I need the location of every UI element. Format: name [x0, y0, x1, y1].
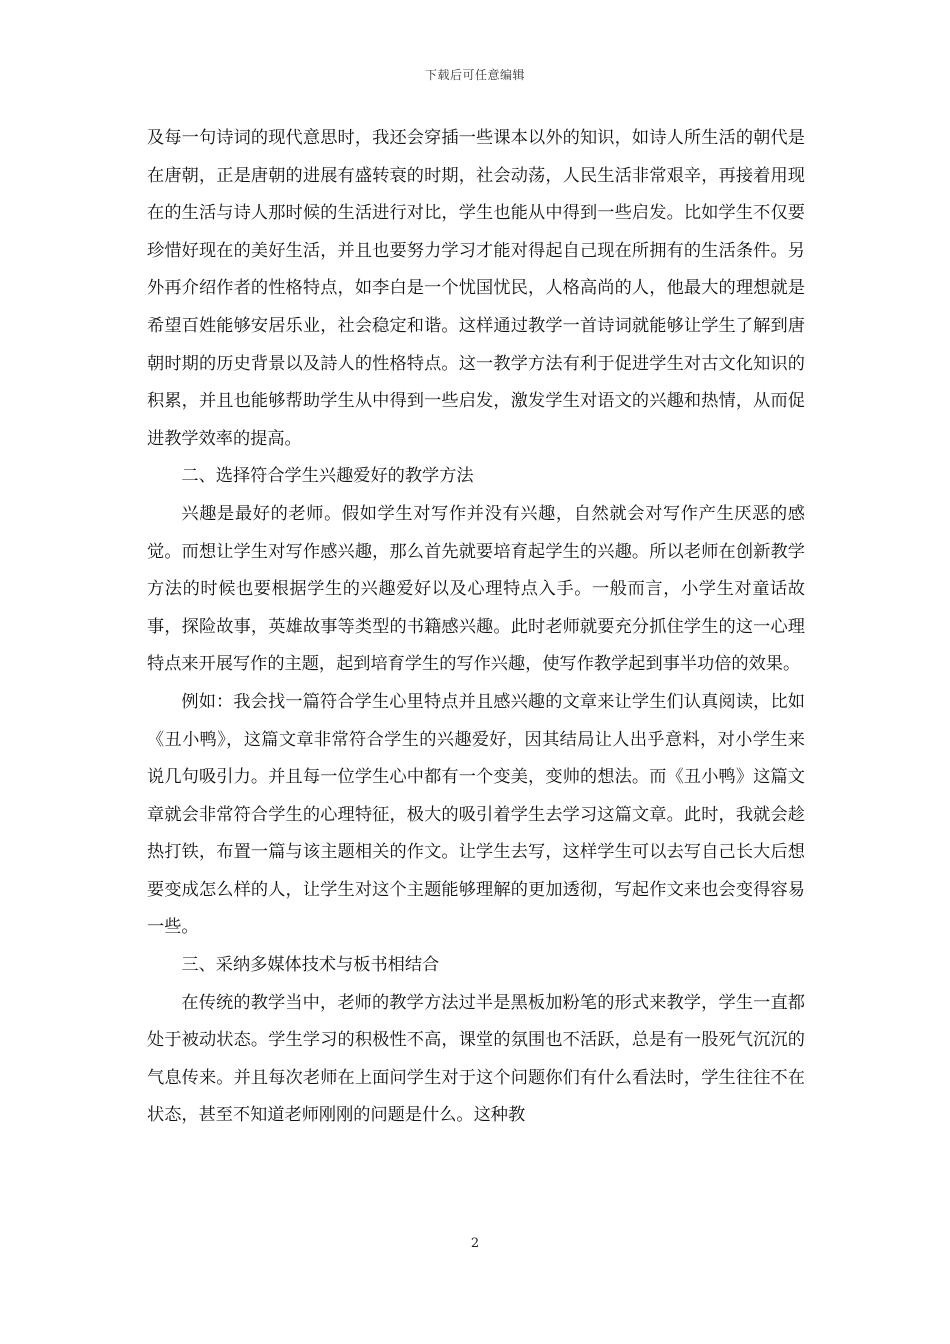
body-text: [147, 120, 805, 1135]
section-heading-3: 三、采纳多媒体技术与板书相结合: [181, 955, 440, 976]
paragraph-traditional: 在传统的教学当中，老师的教学方法过半是黑板加粉笔的形式来教学，学生一直都处于被动状态。学生学习的积极性不高，课堂的氛围也不活跃，总是有一股死气沉沉的气息传来。并且每次老师在上面问学生对于这个问题你们有什么看法时，学生往往不在状态，甚至不知道老师刚刚的问题是什么。这种教: [147, 992, 805, 1126]
paragraph-interest: 兴趣是最好的老师。假如学生对写作并没有兴趣，自然就会对写作产生厌恶的感觉。而想让学生对写作感兴趣，那么首先就要培育起学生的兴趣。所以老师在创新教学方法的时候也要根据学生的兴趣爱好以及心理特点入手。一般而言，小学生对童话故事，探险故事，英雄故事等类型的书籍感兴趣。此时老师就要充分抓住学生的这一心理特点来开展写作的主题，起到培育学生的写作兴趣，使写作教学起到事半功倍的效果。: [147, 503, 805, 675]
page-number: 2: [470, 1236, 480, 1251]
page-header: 下载后可任意编辑: [424, 68, 525, 82]
paragraph-example: 例如：我会找一篇符合学生心里特点并且感兴趣的文章来让学生们认真阅读，比如《丑小鸭》，这篇文章非常符合学生的兴趣爱好，因其结局让人出乎意料，对小学生来说几句吸引力。并且每一位学生心中都有一个变美，变帅的想法。而《丑小鸭》这篇文章就会非常符合学生的心理特征，极大的吸引着学生去学习这篇文章。此时，我就会趁热打铁，布置一篇与该主题相关的作文。让学生去写，这样学生可以去写自己长大后想要变成怎么样的人，让学生对这个主题能够理解的更加透彻，写起作文来也会变得容易一些。: [147, 691, 805, 938]
paragraph-continuation: 及每一句诗词的现代意思时，我还会穿插一些课本以外的知识，如诗人所生活的朝代是在唐朝，正是唐朝的进展有盛转衰的时期，社会动荡，人民生活非常艰辛，再接着用现在的生活与诗人那时候的生活进行对比，学生也能从中得到一些启发。比如学生不仅要珍惜好现在的美好生活，并且也要努力学习才能对得起自己现在所拥有的生活条件。另外再介绍作者的性格特点，如李白是一个忧国忧民，人格高尚的人，他最大的理想就是希望百姓能够安居乐业，社会稳定和谐。这样通过教学一首诗词就能够让学生了解到唐朝时期的历史背景以及詩人的性格特点。这一教学方法有利于促进学生对古文化知识的积累，并且也能够帮助学生从中得到一些启发，激发学生对语文的兴趣和热情，从而促进教学效率的提高。: [147, 128, 805, 449]
section-heading-2: 二、选择符合学生兴趣爱好的教学方法: [181, 466, 474, 487]
